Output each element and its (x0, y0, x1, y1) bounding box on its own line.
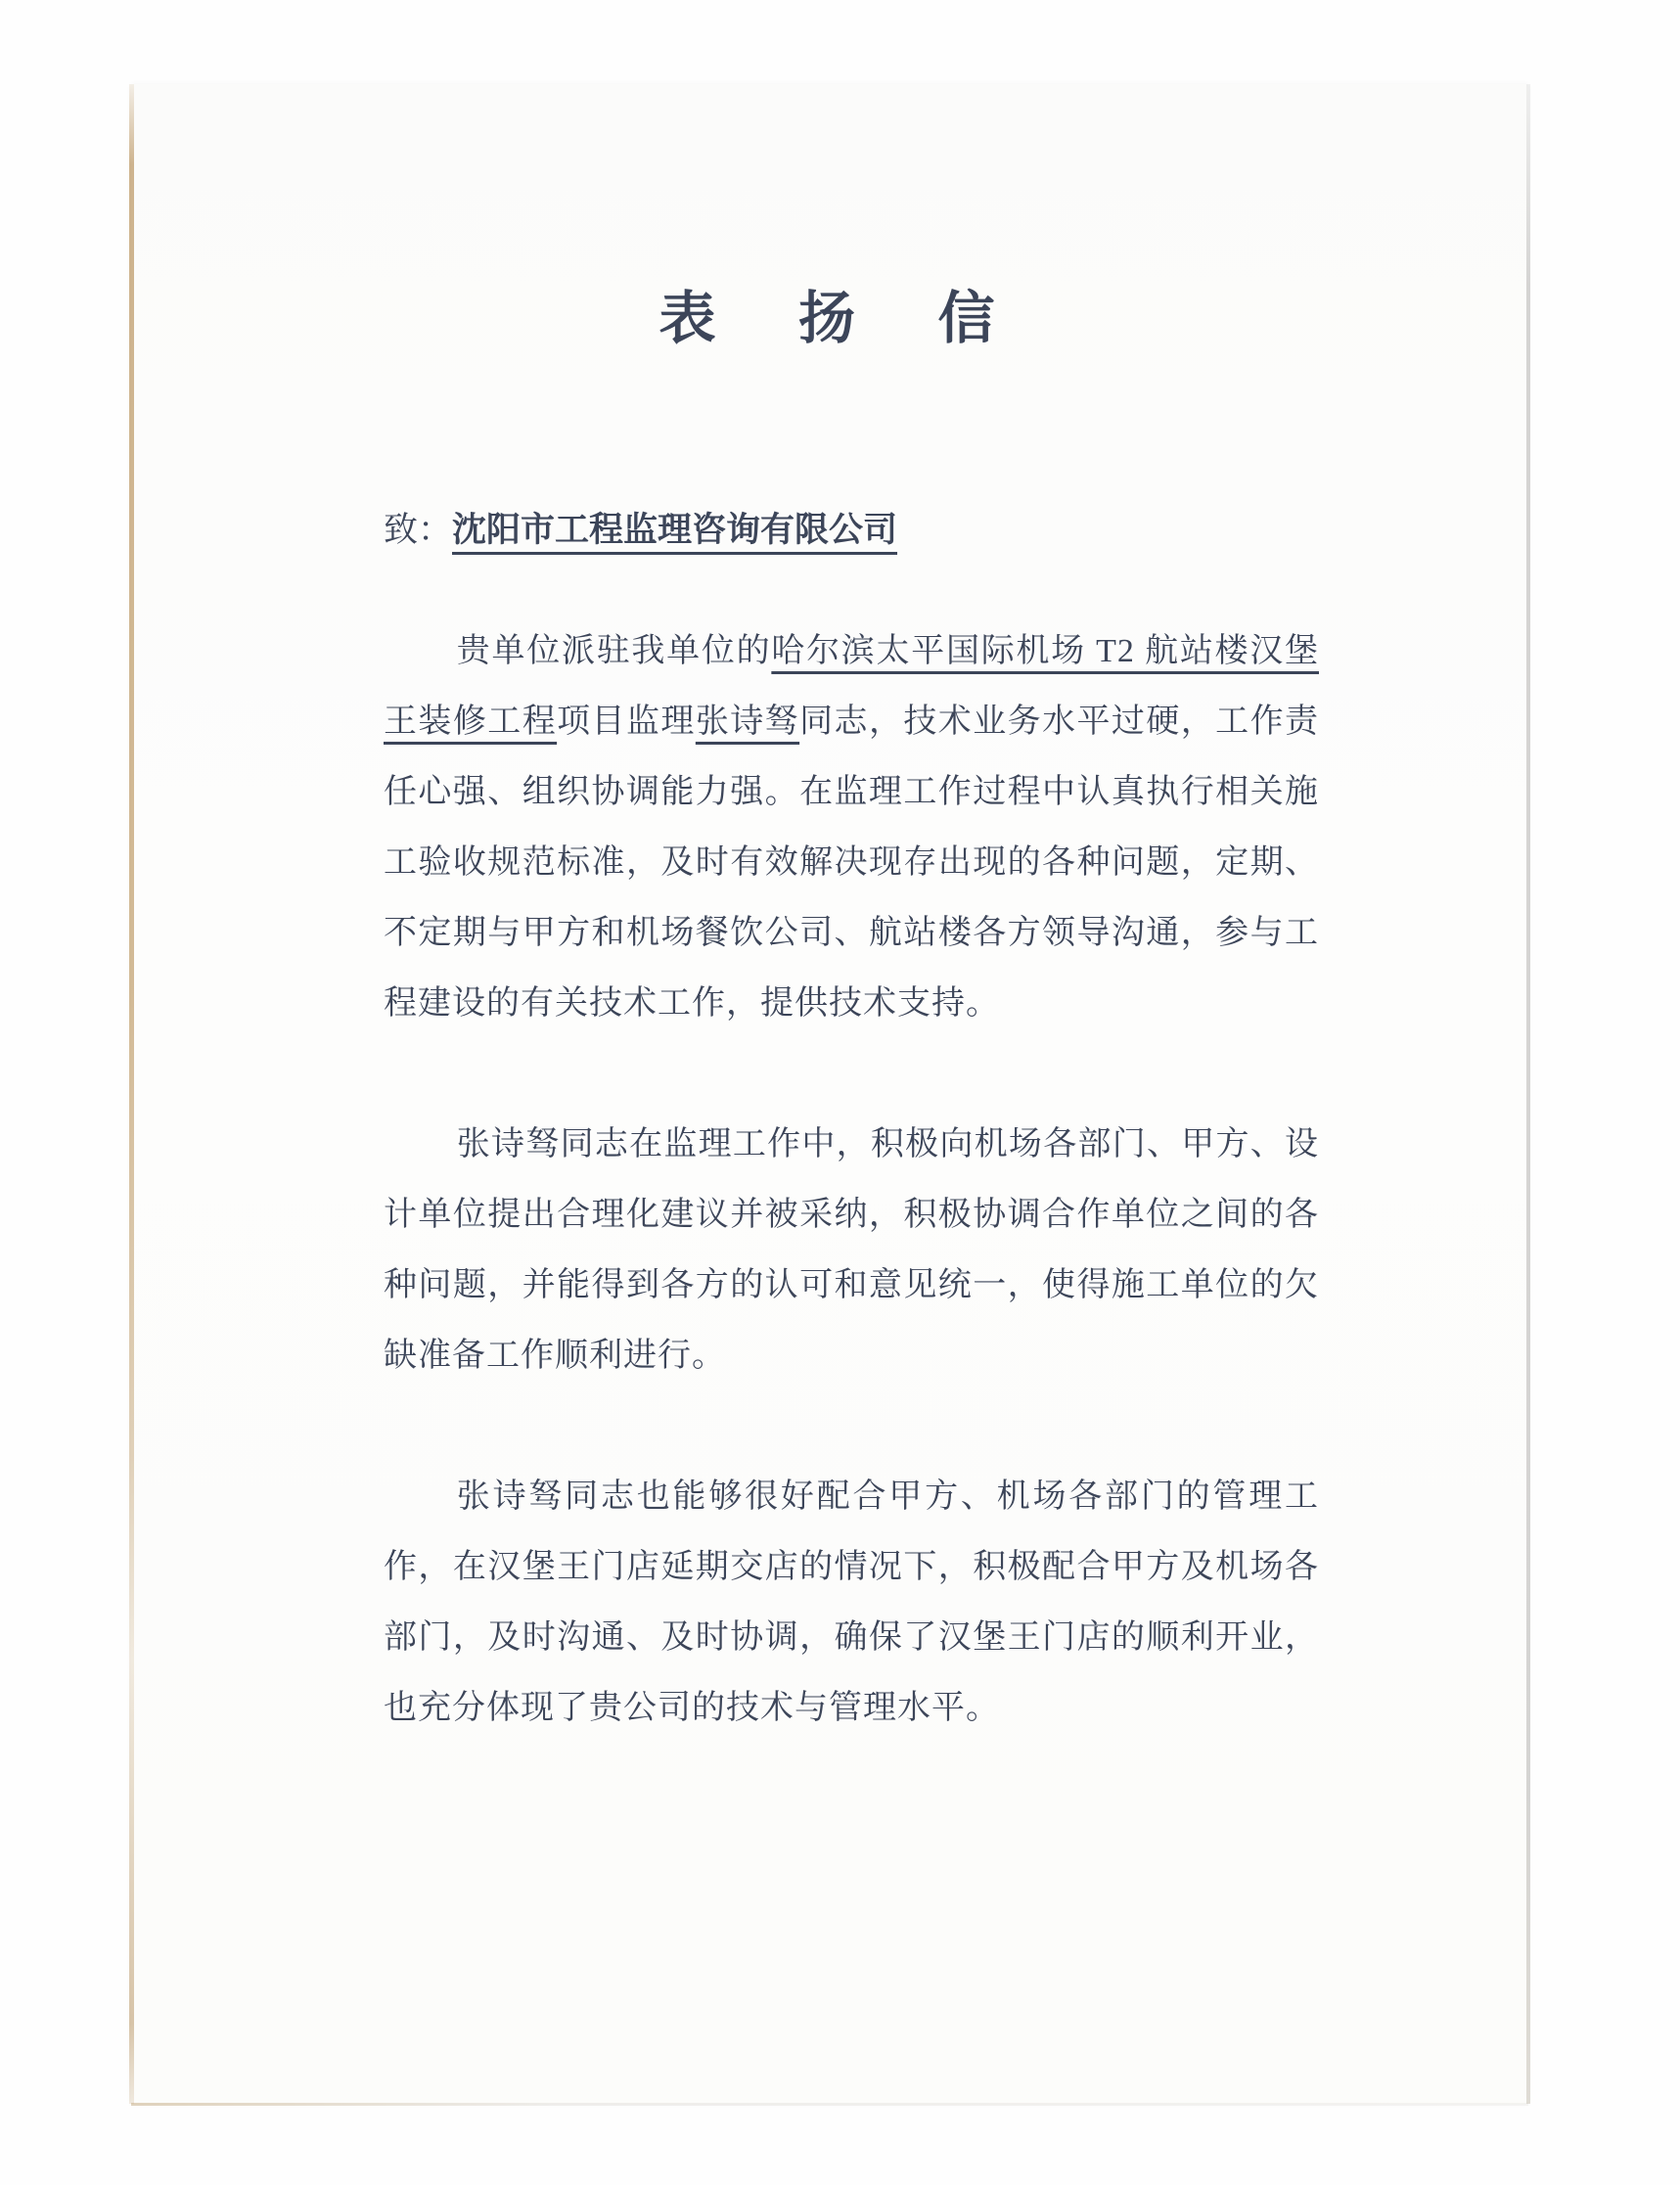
recipient-name: 沈阳市工程监理咨询有限公司 (452, 511, 898, 549)
recipient-line (384, 503, 1319, 558)
body-text: 张诗驽同志在监理工作中，积极向机场各部门、甲方、设计单位提出合理化建议并被采纳，积极协调合作单位之间的各种问题，并能得到各方的认可和意见统一，使得施工单位的欠缺准备工作顺利进行。 (384, 1126, 1319, 1374)
page-edge-left (129, 84, 134, 2104)
recipient-label: 致： (384, 511, 453, 549)
underlined-text: 张诗驽 (695, 704, 800, 740)
letter-paragraph (384, 1462, 1319, 1744)
page-edge-bottom (131, 2103, 1528, 2106)
letter-paragraph (384, 616, 1319, 1039)
body-text: 项目监理 (557, 704, 696, 740)
letter-paragraph (384, 1110, 1319, 1391)
body-text: 张诗驽同志也能够很好配合甲方、机场各部门的管理工作，在汉堡王门店延期交店的情况下，积极配合甲方及机场各部门，及时沟通、及时协调，确保了汉堡王门店的顺利开业，也充分体现了贵公司的技术与管理水平。 (384, 1479, 1319, 1726)
scanned-page (131, 84, 1528, 2104)
underlined-text: 哈尔滨太平国际机场 T2 航站楼汉堡王装修工程 (384, 633, 1319, 740)
letter-title: 表 扬 信 (658, 287, 1001, 350)
page-edge-right (1526, 84, 1530, 2104)
body-text: 同志，技术业务水平过硬，工作责任心强、组织协调能力强。在监理工作过程中认真执行相关施工验收规范标准，及时有效解决现存出现的各种问题，定期、不定期与甲方和机场餐饮公司、航站楼各方领导沟通，参与工程建设的有关技术工作，提供技术支持。 (384, 704, 1320, 1022)
letter-body (384, 616, 1319, 1744)
letter-content (384, 503, 1319, 1744)
body-text: 贵单位派驻我单位的 (456, 633, 772, 669)
